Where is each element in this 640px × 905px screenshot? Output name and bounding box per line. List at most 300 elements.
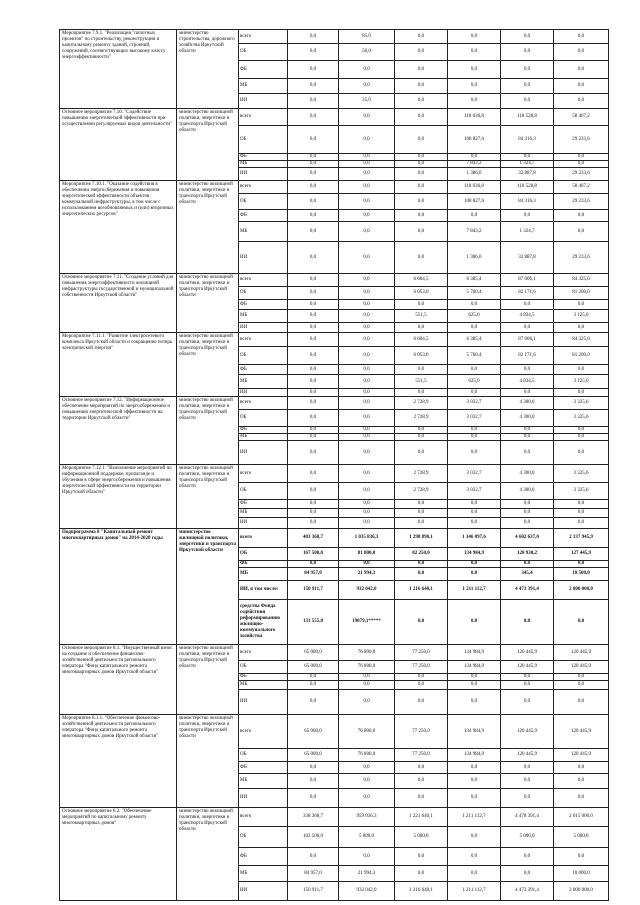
funding-source: ОБ bbox=[239, 126, 288, 154]
amount-cell: 7 843,2 bbox=[448, 222, 501, 242]
amount-cell: 0,0 bbox=[554, 500, 609, 509]
amount-cell: 0,0 bbox=[554, 300, 609, 310]
amount-cell: 6 053,0 bbox=[395, 287, 448, 300]
amount-cell: 29 233,6 bbox=[554, 242, 609, 274]
amount-cell: 0,0 bbox=[501, 789, 554, 808]
amount-cell: 0,0 bbox=[339, 79, 395, 94]
funding-source: ИИ bbox=[239, 882, 288, 901]
amount-cell: 0,0 bbox=[395, 181, 448, 194]
amount-cell: 82 171,6 bbox=[501, 347, 554, 365]
amount-cell: 0,0 bbox=[448, 681, 501, 690]
amount-cell: 0,0 bbox=[395, 774, 448, 789]
amount-cell: 0,0 bbox=[395, 242, 448, 274]
table-row bbox=[60, 109, 609, 126]
responsible-executor: министерство жилищной политики, энергетики и транспорта Иркутской области bbox=[177, 529, 239, 645]
amount-cell: 1 035 836,3 bbox=[339, 529, 395, 548]
amount-cell: 0,0 bbox=[501, 509, 554, 518]
amount-cell: 3 032,7 bbox=[448, 397, 501, 410]
amount-cell: 0,0 bbox=[288, 242, 339, 274]
table-row bbox=[60, 645, 609, 661]
amount-cell: 0,0 bbox=[288, 310, 339, 323]
amount-cell: 0,0 bbox=[288, 789, 339, 808]
amount-cell: 21 994,3 bbox=[339, 568, 395, 581]
amount-cell: 0,0 bbox=[288, 465, 339, 483]
amount-cell: 0,0 bbox=[501, 762, 554, 774]
amount-cell: 4 300,0 bbox=[501, 397, 554, 410]
amount-cell: 0,0 bbox=[395, 44, 448, 61]
amount-cell: 150 911,7 bbox=[288, 882, 339, 901]
amount-cell: 0,0 bbox=[339, 518, 395, 529]
amount-cell: 81 200,0 bbox=[554, 287, 609, 300]
amount-cell: 128 930,2 bbox=[501, 548, 554, 561]
amount-cell: 0,0 bbox=[339, 161, 395, 168]
amount-cell: 932 042,0 bbox=[339, 581, 395, 600]
amount-cell: 6 604,5 bbox=[395, 333, 448, 347]
amount-cell: 0,0 bbox=[448, 509, 501, 518]
funding-source: ИИ bbox=[239, 389, 288, 397]
amount-cell: 134 984,9 bbox=[448, 661, 501, 674]
responsible-executor: министерство жилищной политики, энергетики и транспорта Иркутской области bbox=[177, 274, 239, 333]
amount-cell: 0,0 bbox=[554, 518, 609, 529]
funding-source: ИИ bbox=[239, 168, 288, 181]
amount-cell: 167 500,0 bbox=[288, 548, 339, 561]
funding-source: ИИ bbox=[239, 94, 288, 109]
funding-source: ФБ bbox=[239, 762, 288, 774]
funding-source: ОБ bbox=[239, 548, 288, 561]
amount-cell: 0,0 bbox=[554, 434, 609, 441]
amount-cell: 0,0 bbox=[554, 365, 609, 375]
amount-cell: 0,0 bbox=[339, 410, 395, 427]
amount-cell: 0,0 bbox=[395, 600, 448, 645]
amount-cell: 1 216 640,1 bbox=[395, 581, 448, 600]
amount-cell: 0,0 bbox=[448, 518, 501, 529]
amount-cell: 0,0 bbox=[339, 427, 395, 434]
funding-source: всего bbox=[239, 397, 288, 410]
measure-name: Мероприятие 7.10.1. "Оказание содействия в обеспечении энергосбережения и повышения энергетической эффективности объектов коммунальной инфраструктуры, в том числе с использованием возобновляемых и (или) вторичных энергетических ресурсов" bbox=[60, 181, 177, 274]
amount-cell: 120 445,9 bbox=[554, 715, 609, 749]
amount-cell: 65 000,0 bbox=[288, 749, 339, 762]
table-row bbox=[60, 181, 609, 194]
amount-cell: 0,0 bbox=[288, 774, 339, 789]
funding-source: ФБ bbox=[239, 365, 288, 375]
amount-cell: 2 728,9 bbox=[395, 465, 448, 483]
amount-cell: 3 325,6 bbox=[554, 397, 609, 410]
amount-cell: 0,0 bbox=[501, 61, 554, 79]
amount-cell: 0,0 bbox=[288, 365, 339, 375]
responsible-executor: министерство жилищной политики, энергетики и транспорта Иркутской области bbox=[177, 109, 239, 181]
amount-cell: 0,0 bbox=[339, 210, 395, 222]
amount-cell: 403 368,7 bbox=[288, 529, 339, 548]
amount-cell: 959 036,3 bbox=[339, 808, 395, 827]
amount-cell: 0,0 bbox=[395, 674, 448, 681]
amount-cell: 127 445,9 bbox=[554, 548, 609, 561]
responsible-executor: министерство жилищной политики, энергетики и транспорта Иркутской области bbox=[177, 465, 239, 529]
amount-cell: 120 445,9 bbox=[501, 749, 554, 762]
amount-cell: 0,0 bbox=[288, 441, 339, 465]
amount-cell: 0,0 bbox=[339, 242, 395, 274]
amount-cell: 0,0 bbox=[339, 674, 395, 681]
amount-cell: 0,0 bbox=[339, 397, 395, 410]
amount-cell: 0,0 bbox=[288, 674, 339, 681]
amount-cell: 29 233,6 bbox=[554, 126, 609, 154]
amount-cell: 0,0 bbox=[554, 94, 609, 109]
funding-source: МБ bbox=[239, 866, 288, 882]
amount-cell: 29 233,6 bbox=[554, 168, 609, 181]
responsible-executor: министерство жилищной политики, энергетики и транспорта Иркутской области bbox=[177, 333, 239, 397]
amount-cell: 1 211 112,7 bbox=[448, 808, 501, 827]
table-row bbox=[60, 333, 609, 347]
amount-cell: 0,0 bbox=[554, 222, 609, 242]
amount-cell: 0,0 bbox=[339, 287, 395, 300]
measure-name: Мероприятие 7.12.1. "Выполнение мероприятий по информационной поддержке, пропаганде и обучению в сфере энергосбережения и повышения энергетической эффективности на территории Иркутской области" bbox=[60, 465, 177, 529]
amount-cell: 2 000 000,0 bbox=[554, 882, 609, 901]
table-row bbox=[60, 715, 609, 749]
amount-cell: 1 324,7 bbox=[501, 161, 554, 168]
amount-cell: 3 032,7 bbox=[448, 483, 501, 500]
amount-cell: 0,0 bbox=[501, 600, 554, 645]
responsible-executor: министерство жилищной политики, энергетики и транспорта Иркутской области bbox=[177, 808, 239, 901]
amount-cell: 0,0 bbox=[288, 347, 339, 365]
amount-cell: 0,0 bbox=[288, 681, 339, 690]
amount-cell: 0,0 bbox=[554, 681, 609, 690]
funding-source: ФБ bbox=[239, 154, 288, 161]
amount-cell: 1 324,7 bbox=[501, 222, 554, 242]
amount-cell: 0,0 bbox=[554, 690, 609, 715]
amount-cell: 0,0 bbox=[554, 161, 609, 168]
amount-cell: 0,0 bbox=[395, 500, 448, 509]
funding-source: ФБ bbox=[239, 300, 288, 310]
amount-cell: 84 957,0 bbox=[288, 866, 339, 882]
amount-cell: 0,0 bbox=[288, 518, 339, 529]
amount-cell: 0,0 bbox=[501, 518, 554, 529]
budget-table-page bbox=[59, 29, 608, 901]
amount-cell: 0,0 bbox=[339, 126, 395, 154]
amount-cell: 0,0 bbox=[288, 300, 339, 310]
funding-source: МБ bbox=[239, 568, 288, 581]
amount-cell: 0,0 bbox=[395, 848, 448, 866]
amount-cell: 0,0 bbox=[501, 674, 554, 681]
amount-cell: 5 000,0 bbox=[501, 827, 554, 848]
amount-cell: 0,0 bbox=[554, 44, 609, 61]
funding-source: всего bbox=[239, 109, 288, 126]
funding-source: МБ bbox=[239, 310, 288, 323]
amount-cell: 0,0 bbox=[339, 690, 395, 715]
amount-cell: 0,0 bbox=[448, 866, 501, 882]
amount-cell: 0,0 bbox=[288, 274, 339, 287]
amount-cell: 0,0 bbox=[554, 389, 609, 397]
measure-name: Мероприятие 7.9.1. "Реализация "пилотных проектов" по строительству, реконструкции и капитальному ремонту зданий, строений, сооружений, соответствующих высокому классу энергоэффективности" bbox=[60, 30, 177, 109]
funding-source: ФБ bbox=[239, 210, 288, 222]
budget-table bbox=[59, 29, 609, 901]
amount-cell: 0,0 bbox=[501, 44, 554, 61]
funding-source: всего bbox=[239, 645, 288, 661]
amount-cell: 133 555,0 bbox=[288, 600, 339, 645]
table-row bbox=[60, 397, 609, 410]
amount-cell: 551,5 bbox=[395, 375, 448, 389]
amount-cell: 3 032,7 bbox=[448, 465, 501, 483]
amount-cell: 0,0 bbox=[339, 762, 395, 774]
amount-cell: 0,0 bbox=[554, 600, 609, 645]
table-row bbox=[60, 465, 609, 483]
amount-cell: 2 728,9 bbox=[395, 410, 448, 427]
funding-source: ОБ bbox=[239, 483, 288, 500]
amount-cell: 0,0 bbox=[339, 181, 395, 194]
measure-name: Основное мероприятие 7.11. "Создание условий для повышения энергоэффективности жилищной инфраструктуры государственной и муниципальной собственности Иркутской области" bbox=[60, 274, 177, 333]
funding-source: ИИ bbox=[239, 690, 288, 715]
funding-source: ОБ bbox=[239, 827, 288, 848]
funding-source: ФБ bbox=[239, 674, 288, 681]
amount-cell: 77 250,0 bbox=[395, 749, 448, 762]
amount-cell: 118 036,8 bbox=[448, 181, 501, 194]
amount-cell: 625,0 bbox=[448, 375, 501, 389]
amount-cell: 0,0 bbox=[448, 44, 501, 61]
amount-cell: 4 300,0 bbox=[501, 410, 554, 427]
amount-cell: 0,0 bbox=[395, 509, 448, 518]
amount-cell: 0,0 bbox=[554, 427, 609, 434]
amount-cell: 0,0 bbox=[395, 561, 448, 568]
amount-cell: 76 800,0 bbox=[339, 661, 395, 674]
amount-cell: 0,0 bbox=[395, 168, 448, 181]
amount-cell: 0,0 bbox=[288, 154, 339, 161]
amount-cell: 0,0 bbox=[395, 568, 448, 581]
table-row bbox=[60, 529, 609, 548]
amount-cell: 0,0 bbox=[501, 561, 554, 568]
amount-cell: 0,0 bbox=[448, 568, 501, 581]
amount-cell: 0,0 bbox=[554, 323, 609, 333]
amount-cell: 0,0 bbox=[288, 194, 339, 210]
amount-cell: 0,0 bbox=[448, 154, 501, 161]
amount-cell: 77 250,0 bbox=[395, 661, 448, 674]
table-row bbox=[60, 808, 609, 827]
amount-cell: 0,0 bbox=[501, 210, 554, 222]
amount-cell: 5 760,4 bbox=[448, 347, 501, 365]
amount-cell: 0,0 bbox=[395, 300, 448, 310]
amount-cell: 0,0 bbox=[501, 690, 554, 715]
amount-cell: 0,0 bbox=[339, 168, 395, 181]
funding-source: МБ bbox=[239, 434, 288, 441]
amount-cell: 87 006,1 bbox=[501, 333, 554, 347]
amount-cell: 0,0 bbox=[554, 674, 609, 681]
amount-cell: 0,0 bbox=[288, 210, 339, 222]
amount-cell: 0,0 bbox=[448, 848, 501, 866]
amount-cell: 0,0 bbox=[339, 500, 395, 509]
amount-cell: 50,0 bbox=[339, 44, 395, 61]
amount-cell: 0,0 bbox=[448, 427, 501, 434]
amount-cell: 118 036,8 bbox=[448, 109, 501, 126]
amount-cell: 35,0 bbox=[339, 94, 395, 109]
amount-cell: 84 325,0 bbox=[554, 333, 609, 347]
measure-name: Мероприятие 7.11.1. "Развитие электросетевого комплекса Иркутской области и сокращение потерь электрической энергии" bbox=[60, 333, 177, 397]
amount-cell: 32 887,8 bbox=[501, 168, 554, 181]
amount-cell: 0,0 bbox=[288, 181, 339, 194]
measure-name: Подпрограмма 8 "Капитальный ремонт многоквартирных домов" на 2014-2020 годы bbox=[60, 529, 177, 645]
funding-source: МБ bbox=[239, 222, 288, 242]
amount-cell: 0,0 bbox=[339, 375, 395, 389]
amount-cell: 0,0 bbox=[448, 774, 501, 789]
amount-cell: 0,0 bbox=[501, 94, 554, 109]
amount-cell: 2 015 000,0 bbox=[554, 808, 609, 827]
amount-cell: 120 445,9 bbox=[554, 645, 609, 661]
amount-cell: 3 325,6 bbox=[554, 483, 609, 500]
amount-cell: 2 137 945,9 bbox=[554, 529, 609, 548]
funding-source: ФБ bbox=[239, 427, 288, 434]
amount-cell: 4 300,0 bbox=[501, 465, 554, 483]
amount-cell: 0,0 bbox=[448, 323, 501, 333]
responsible-executor: министерство жилищной политики, энергетики и транспорта Иркутской области bbox=[177, 397, 239, 465]
amount-cell: 0,0 bbox=[501, 866, 554, 882]
amount-cell: 81 200,0 bbox=[554, 347, 609, 365]
amount-cell: 0,0 bbox=[288, 690, 339, 715]
amount-cell: 6 385,4 bbox=[448, 274, 501, 287]
amount-cell: 0,0 bbox=[288, 30, 339, 44]
amount-cell: 0,0 bbox=[448, 674, 501, 681]
funding-source: ИИ bbox=[239, 789, 288, 808]
funding-source: всего bbox=[239, 529, 288, 548]
funding-source: всего bbox=[239, 181, 288, 194]
amount-cell: 0,0 bbox=[448, 30, 501, 44]
amount-cell: 0,0 bbox=[554, 789, 609, 808]
budget-table-body bbox=[60, 30, 609, 901]
amount-cell: 0,0 bbox=[339, 310, 395, 323]
amount-cell: 6 604,5 bbox=[395, 274, 448, 287]
amount-cell: 0,0 bbox=[288, 500, 339, 509]
funding-source: всего bbox=[239, 30, 288, 44]
amount-cell: 4 834,5 bbox=[501, 375, 554, 389]
amount-cell: 0,0 bbox=[288, 168, 339, 181]
amount-cell: 4 602 637,0 bbox=[501, 529, 554, 548]
amount-cell: 81 800,0 bbox=[339, 548, 395, 561]
amount-cell: 0,0 bbox=[339, 347, 395, 365]
amount-cell: 1 386,0 bbox=[448, 168, 501, 181]
amount-cell: 3 325,6 bbox=[554, 465, 609, 483]
amount-cell: 0,0 bbox=[554, 210, 609, 222]
amount-cell: 2 000 000,0 bbox=[554, 581, 609, 600]
amount-cell: 0,0 bbox=[501, 434, 554, 441]
amount-cell: 0,0 bbox=[288, 333, 339, 347]
amount-cell: 0,0 bbox=[554, 509, 609, 518]
amount-cell: 0,0 bbox=[554, 848, 609, 866]
amount-cell: 10 000,0 bbox=[554, 866, 609, 882]
amount-cell: 0,0 bbox=[448, 94, 501, 109]
amount-cell: 0,0 bbox=[554, 154, 609, 161]
amount-cell: 0,0 bbox=[501, 681, 554, 690]
measure-name: Основное мероприятие 8.1. "Имущественный взнос на создание и обеспечение финансово-хозяйственной деятельности регионального оператора "Фонд капитального ремонта многоквартирных домов Иркутской области" bbox=[60, 645, 177, 715]
amount-cell: 0,0 bbox=[448, 434, 501, 441]
amount-cell: 0,0 bbox=[288, 126, 339, 154]
amount-cell: 0,0 bbox=[554, 61, 609, 79]
amount-cell: 0,0 bbox=[288, 287, 339, 300]
amount-cell: 0,0 bbox=[339, 194, 395, 210]
funding-source: всего bbox=[239, 465, 288, 483]
amount-cell: 4 300,0 bbox=[501, 483, 554, 500]
amount-cell: 120 445,9 bbox=[501, 645, 554, 661]
amount-cell: 21 994,3 bbox=[339, 866, 395, 882]
amount-cell: 4 478 391,4 bbox=[501, 808, 554, 827]
amount-cell: 0,0 bbox=[395, 126, 448, 154]
responsible-executor: министерство жилищной политики, энергетики и транспорта Иркутской области bbox=[177, 181, 239, 274]
table-row bbox=[60, 274, 609, 287]
amount-cell: 0,0 bbox=[448, 210, 501, 222]
amount-cell: 5 000,0 bbox=[339, 827, 395, 848]
amount-cell: 0,0 bbox=[448, 690, 501, 715]
amount-cell: 0,0 bbox=[395, 518, 448, 529]
amount-cell: 338 368,7 bbox=[288, 808, 339, 827]
amount-cell: 0,0 bbox=[501, 30, 554, 44]
funding-source: ИИ, в том числе: bbox=[239, 581, 288, 600]
amount-cell: 84 325,0 bbox=[554, 274, 609, 287]
funding-source: МБ bbox=[239, 375, 288, 389]
amount-cell: 3 125,0 bbox=[554, 310, 609, 323]
amount-cell: 0,0 bbox=[395, 441, 448, 465]
amount-cell: 0,0 bbox=[395, 434, 448, 441]
amount-cell: 0,0 bbox=[339, 441, 395, 465]
funding-source: ИИ bbox=[239, 323, 288, 333]
amount-cell: 19079,1***** bbox=[339, 600, 395, 645]
funding-source: ФБ bbox=[239, 561, 288, 568]
amount-cell: 0,0 bbox=[395, 210, 448, 222]
measure-name: Основное мероприятие 7.12. "Информационное обеспечение мероприятий по энергосбережению и повышению энергетической эффективности на территории Иркутской области" bbox=[60, 397, 177, 465]
responsible-executor: министерство строительства, дорожного хозяйства Иркутской области bbox=[177, 30, 239, 109]
amount-cell: 108 827,6 bbox=[448, 194, 501, 210]
amount-cell: 84 316,3 bbox=[501, 126, 554, 154]
amount-cell: 7 843,2 bbox=[448, 161, 501, 168]
amount-cell: 84 957,0 bbox=[288, 568, 339, 581]
amount-cell: 0,0 bbox=[339, 681, 395, 690]
funding-source: ФБ bbox=[239, 61, 288, 79]
amount-cell: 1 211 112,7 bbox=[448, 882, 501, 901]
amount-cell: 0,0 bbox=[288, 410, 339, 427]
amount-cell: 85,0 bbox=[339, 30, 395, 44]
amount-cell: 0,0 bbox=[448, 500, 501, 509]
amount-cell: 551,5 bbox=[395, 310, 448, 323]
amount-cell: 1 216 640,1 bbox=[395, 882, 448, 901]
measure-name: Основное мероприятие 8.2. "Обеспечение мероприятий по капитальному ремонту многоквартирных домов" bbox=[60, 808, 177, 901]
amount-cell: 0,0 bbox=[448, 600, 501, 645]
amount-cell: 0,0 bbox=[501, 441, 554, 465]
amount-cell: 0,0 bbox=[339, 465, 395, 483]
amount-cell: 0,0 bbox=[339, 789, 395, 808]
amount-cell: 65 000,0 bbox=[288, 715, 339, 749]
amount-cell: 0,0 bbox=[288, 848, 339, 866]
amount-cell: 77 250,0 bbox=[395, 715, 448, 749]
amount-cell: 0,0 bbox=[448, 79, 501, 94]
funding-source: ОБ bbox=[239, 44, 288, 61]
amount-cell: 0,0 bbox=[395, 30, 448, 44]
funding-source: ИИ bbox=[239, 242, 288, 274]
amount-cell: 150 911,7 bbox=[288, 581, 339, 600]
funding-source: ФБ bbox=[239, 848, 288, 866]
amount-cell: 32 887,8 bbox=[501, 242, 554, 274]
amount-cell: 0,0 bbox=[288, 434, 339, 441]
amount-cell: 0,0 bbox=[448, 827, 501, 848]
amount-cell: 0,0 bbox=[448, 762, 501, 774]
amount-cell: 932 042,0 bbox=[339, 882, 395, 901]
funding-source: МБ bbox=[239, 509, 288, 518]
amount-cell: 118 528,8 bbox=[501, 181, 554, 194]
amount-cell: 29 233,6 bbox=[554, 194, 609, 210]
amount-cell: 0,0 bbox=[395, 365, 448, 375]
amount-cell: 0,0 bbox=[395, 789, 448, 808]
amount-cell: 0,0 bbox=[288, 79, 339, 94]
amount-cell: 0,0 bbox=[554, 561, 609, 568]
amount-cell: 0,0 bbox=[395, 222, 448, 242]
funding-source: ОБ bbox=[239, 749, 288, 762]
amount-cell: 0,0 bbox=[339, 274, 395, 287]
funding-source: МБ bbox=[239, 161, 288, 168]
amount-cell: 120 445,9 bbox=[554, 661, 609, 674]
funding-source: всего bbox=[239, 274, 288, 287]
funding-source: ОБ bbox=[239, 347, 288, 365]
